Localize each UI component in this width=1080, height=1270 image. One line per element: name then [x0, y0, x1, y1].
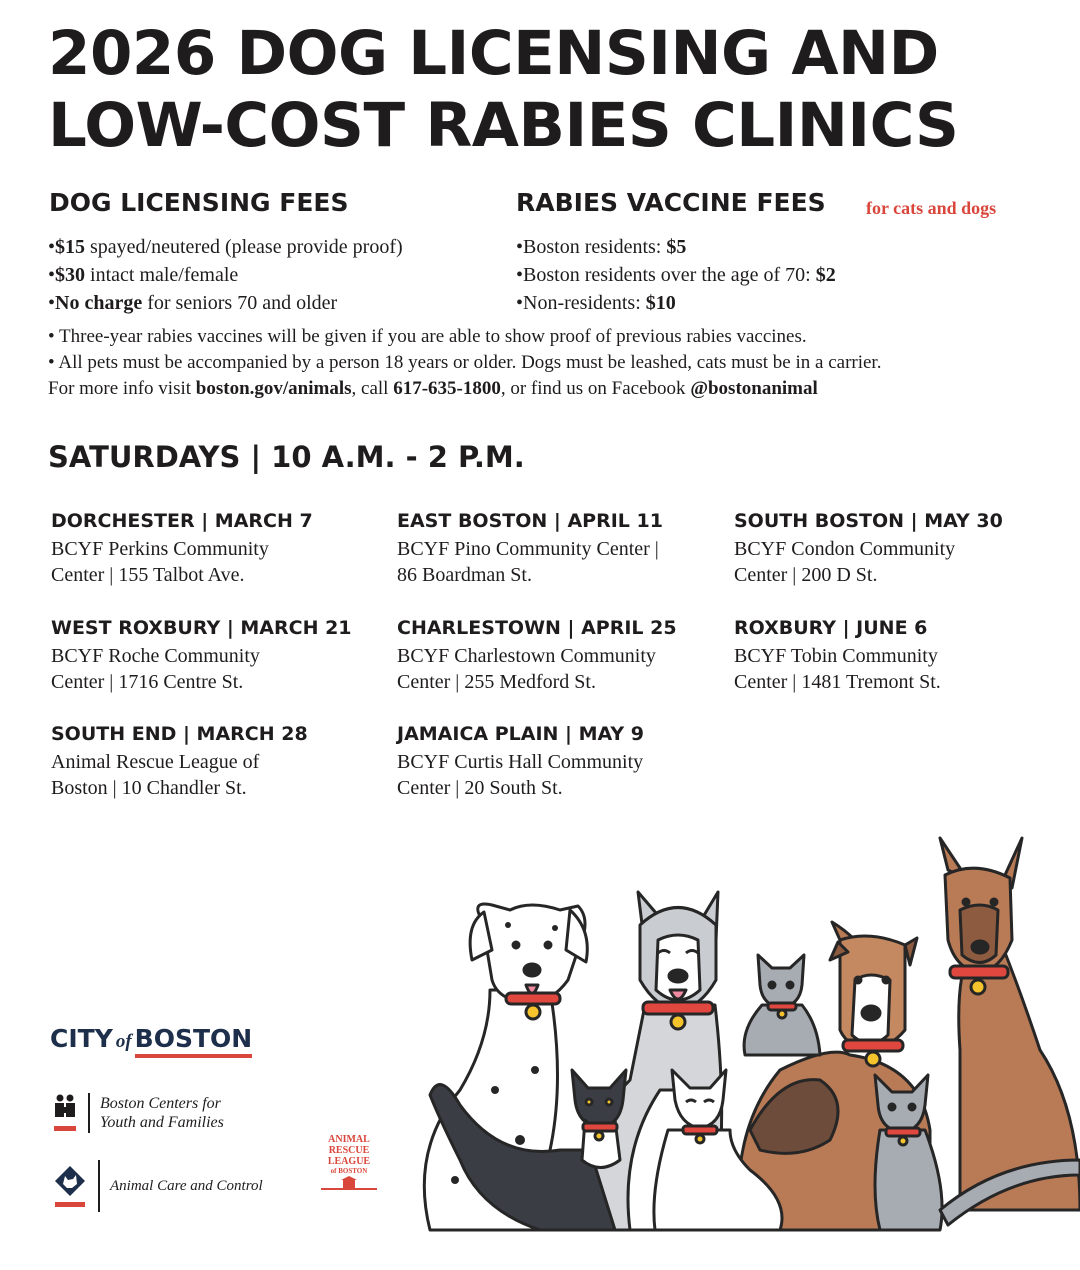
title-line-1: 2026 DOG LICENSING AND — [48, 18, 939, 89]
clinic-dorchester — [51, 510, 381, 588]
rabies-fees-heading: RABIES VACCINE FEES — [516, 188, 826, 217]
clinic-venue: BCYF Tobin Community — [734, 645, 938, 667]
animal-care-control-logo — [52, 1160, 263, 1212]
info-text: For more info visit — [48, 378, 196, 399]
clinic-address: Center | 200 D St. — [734, 564, 878, 586]
phone-number[interactable]: 617-635-1800 — [393, 378, 501, 399]
fee-amount: $5 — [666, 236, 687, 258]
clinic-title: SOUTH END | MARCH 28 — [51, 723, 308, 745]
great-dane-icon — [940, 838, 1080, 1210]
animal-care-dog-icon — [52, 1162, 88, 1210]
arl-building-icon — [319, 1176, 379, 1190]
rabies-fees-note: for cats and dogs — [866, 198, 997, 218]
rabies-fee-item: •Boston residents over the age of 70: $2 — [516, 264, 836, 286]
licensing-fees-heading: DOG LICENSING FEES — [49, 188, 349, 217]
fee-description: spayed/neutered (please provide proof) — [85, 236, 403, 258]
dogs-and-cats-illustration — [400, 830, 1080, 1270]
licensing-fee-item: •No charge for seniors 70 and older — [48, 292, 338, 314]
fee-amount: $10 — [645, 292, 676, 314]
fee-description: for seniors 70 and older — [142, 292, 338, 314]
logo-text: LEAGUE — [327, 1156, 371, 1167]
clinic-address: Center | 155 Talbot Ave. — [51, 564, 245, 586]
logo-text: ANIMAL — [328, 1134, 370, 1145]
logo-text: RESCUE — [328, 1145, 370, 1156]
logo-text: of — [115, 1031, 132, 1052]
clinic-title: JAMAICA PLAIN | MAY 9 — [397, 723, 644, 745]
logo-text: of BOSTON — [330, 1167, 368, 1175]
clinic-roxbury — [734, 617, 1064, 695]
info-block — [48, 324, 881, 402]
logo-text: Animal Care and Control — [110, 1177, 263, 1194]
clinic-jamaica-plain — [397, 723, 727, 801]
licensing-fee-item: •$30 intact male/female — [48, 264, 239, 286]
clinic-venue: BCYF Charlestown Community — [397, 645, 656, 667]
clinic-title: ROXBURY | JUNE 6 — [734, 617, 928, 639]
fee-amount: $30 — [55, 264, 86, 286]
title-line-2: LOW-COST RABIES CLINICS — [48, 90, 959, 161]
fee-description: Boston residents: — [523, 236, 667, 258]
fee-description: Boston residents over the age of 70: — [523, 264, 816, 286]
logo-text: Youth and Families — [100, 1114, 224, 1131]
clinic-address: Center | 1481 Tremont St. — [734, 671, 941, 693]
logo-text: BOSTON — [135, 1024, 253, 1058]
fee-amount: $15 — [55, 236, 86, 258]
clinic-venue: BCYF Roche Community — [51, 645, 260, 667]
licensing-fees-list — [48, 233, 403, 317]
clinic-title: WEST ROXBURY | MARCH 21 — [51, 617, 352, 639]
rabies-fee-item: •Non-residents: $10 — [516, 292, 676, 314]
rabies-fee-item: •Boston residents: $5 — [516, 236, 687, 258]
facebook-handle[interactable]: @bostonanimal — [690, 378, 818, 399]
website-link[interactable]: boston.gov/animals — [195, 378, 352, 399]
clinic-title: SOUTH BOSTON | MAY 30 — [734, 510, 1003, 532]
bcyf-logo — [52, 1093, 224, 1133]
licensing-fee-item: •$15 spayed/neutered (please provide proof) — [48, 236, 403, 258]
clinic-title: DORCHESTER | MARCH 7 — [51, 510, 313, 532]
rabies-fees-list — [516, 233, 836, 317]
clinic-address: Center | 255 Medford St. — [397, 671, 596, 693]
schedule-heading: SATURDAYS | 10 A.M. - 2 P.M. — [48, 440, 525, 474]
info-vaccine-note: • Three-year rabies vaccines will be given if you are able to show proof of previous rabies vaccines. — [48, 326, 807, 347]
clinic-venue: BCYF Pino Community Center | — [397, 538, 659, 560]
info-accompany-note: • All pets must be accompanied by a person 18 years or older. Dogs must be leashed, cats must be in a carrier. — [48, 352, 882, 373]
fee-amount: $2 — [815, 264, 836, 286]
clinic-south-boston — [734, 510, 1064, 588]
clinic-venue: Animal Rescue League of — [51, 751, 260, 773]
gray-kitten-icon — [744, 955, 820, 1055]
clinic-west-roxbury — [51, 617, 381, 695]
info-text: , or find us on Facebook — [500, 378, 691, 399]
logo-text: Boston Centers for — [100, 1095, 221, 1112]
clinic-venue: BCYF Condon Community — [734, 538, 956, 560]
info-contact-line — [48, 376, 881, 402]
clinic-address: Boston | 10 Chandler St. — [51, 777, 247, 799]
clinic-title: CHARLESTOWN | APRIL 25 — [397, 617, 677, 639]
fee-description: Non-residents: — [523, 292, 646, 314]
info-text: , call — [351, 378, 394, 399]
clinic-charlestown — [397, 617, 727, 695]
fee-amount: No charge — [55, 292, 143, 314]
clinic-south-end — [51, 723, 381, 801]
clinic-address: 86 Boardman St. — [397, 564, 532, 586]
clinic-address: Center | 1716 Centre St. — [51, 671, 244, 693]
clinic-venue: BCYF Curtis Hall Community — [397, 751, 644, 773]
fee-description: intact male/female — [85, 264, 239, 286]
logo-text: CITY — [50, 1024, 113, 1053]
animal-rescue-league-logo — [318, 1134, 380, 1195]
clinic-address: Center | 20 South St. — [397, 777, 563, 799]
clinic-venue: BCYF Perkins Community — [51, 538, 269, 560]
clinic-east-boston — [397, 510, 727, 588]
page-title — [48, 18, 958, 162]
city-of-boston-logo — [50, 1024, 252, 1053]
bcyf-family-icon — [52, 1093, 78, 1133]
clinic-title: EAST BOSTON | APRIL 11 — [397, 510, 663, 532]
